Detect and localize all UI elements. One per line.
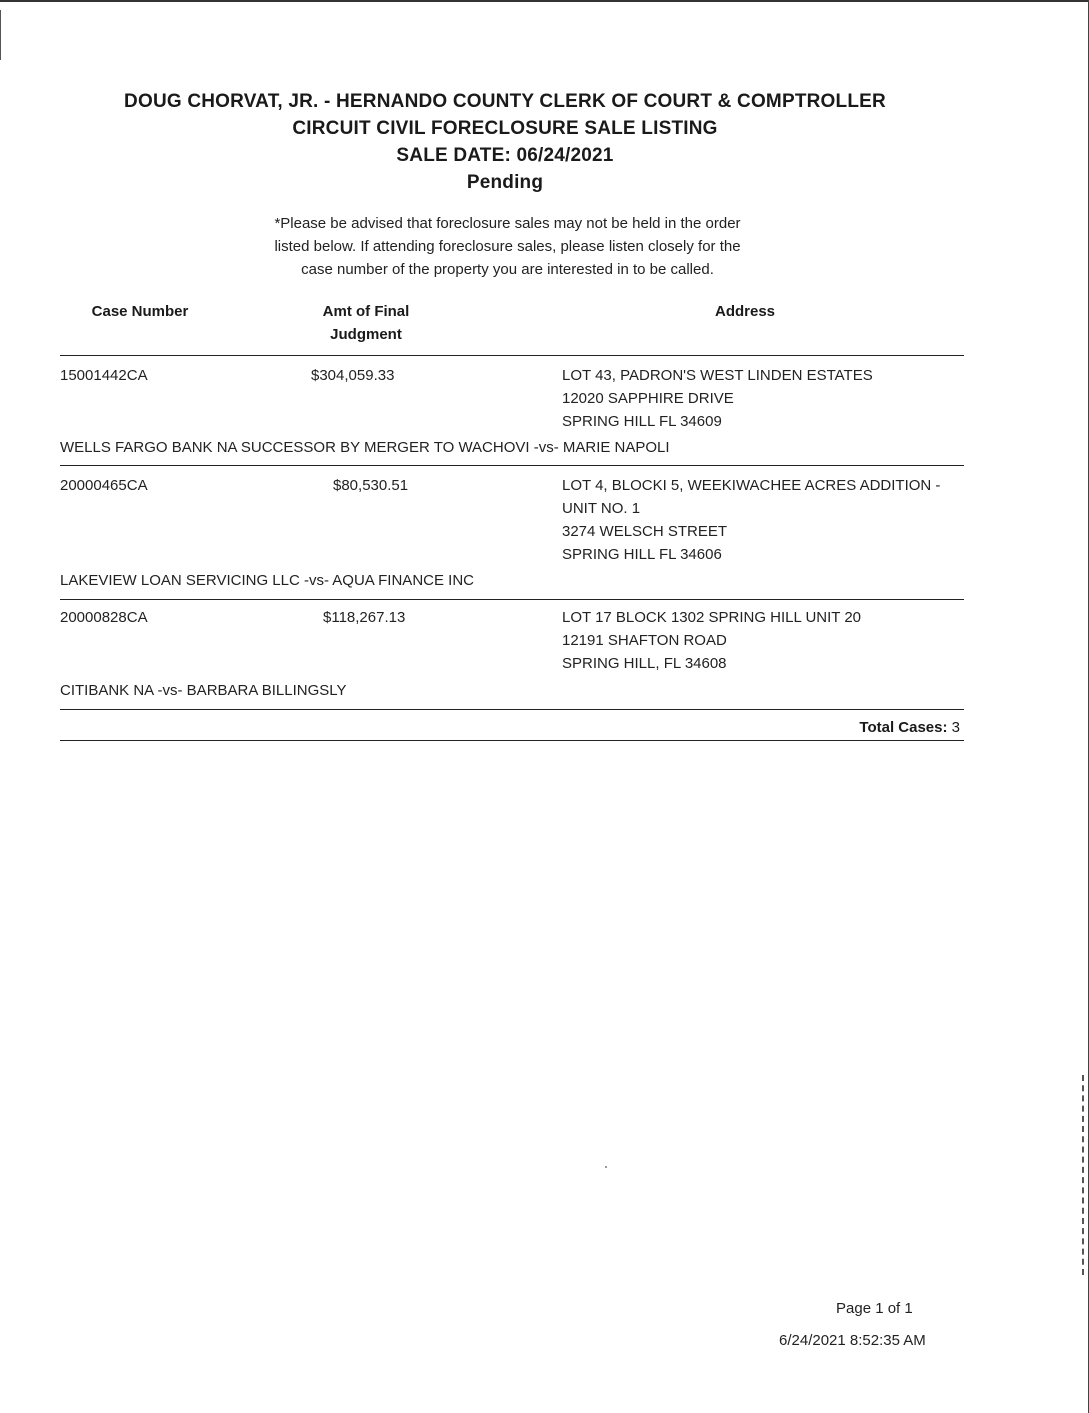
header-office-title: DOUG CHORVAT, JR. - HERNANDO COUNTY CLERK OF COURT & COMPTROLLER [124,91,886,112]
header-listing-title: CIRCUIT CIVIL FORECLOSURE SALE LISTING [292,118,718,139]
case-number: 20000465CA [60,477,148,494]
row-divider [60,709,964,710]
judgment-amount: $304,059.33 [311,367,395,384]
scan-edge-top [0,0,1089,2]
row-divider [60,599,964,600]
column-header-case-number: Case Number [91,303,189,320]
total-cases [859,716,960,739]
case-parties: CITIBANK NA -vs- BARBARA BILLINGSLY [60,682,347,699]
case-number: 15001442CA [60,367,148,384]
address-line: LOT 17 BLOCK 1302 SPRING HILL UNIT 20 [562,609,862,626]
case-number: 20000828CA [60,609,148,626]
address-line: SPRING HILL FL 34606 [562,546,722,563]
case-parties: LAKEVIEW LOAN SERVICING LLC -vs- AQUA FINANCE INC [60,572,474,589]
column-header-address: Address [714,303,776,320]
property-address [562,474,962,566]
total-divider [60,740,964,741]
total-cases-value: 3 [951,719,960,736]
column-header-amount-line1: Amt of Final [322,303,410,320]
address-line: 12020 SAPPHIRE DRIVE [562,390,734,407]
header-status: Pending [466,172,544,193]
case-parties: WELLS FARGO BANK NA SUCCESSOR BY MERGER TO WACHOVI -vs- MARIE NAPOLI [60,439,670,456]
document-header [0,88,1010,196]
address-line: 12191 SHAFTON ROAD [562,632,727,649]
judgment-amount: $118,267.13 [323,609,406,626]
print-timestamp: 6/24/2021 8:52:35 AM [779,1332,926,1349]
notice-line: case number of the property you are interested in to be called. [301,261,714,278]
header-divider [60,355,964,356]
property-address [562,606,962,675]
page-number: Page 1 of 1 [836,1300,913,1317]
total-cases-label: Total Cases: [859,719,948,736]
address-line: SPRING HILL FL 34609 [562,413,722,430]
address-line: 3274 WELSCH STREET [562,523,728,540]
address-line: LOT 4, BLOCKI 5, WEEKIWACHEE ACRES ADDITION - [562,477,941,494]
scan-edge-right-marks [1082,1075,1086,1275]
property-address [562,364,962,433]
row-divider [60,465,964,466]
address-line: LOT 43, PADRON'S WEST LINDEN ESTATES [562,367,873,384]
column-header-amount [286,300,446,346]
scan-speck [605,1166,607,1168]
notice-line: listed below. If attending foreclosure sales, please listen closely for the [274,238,741,255]
address-line: UNIT NO. 1 [562,500,641,517]
judgment-amount: $80,530.51 [333,477,409,494]
advisory-notice [0,212,1015,281]
scan-edge-left-mark [0,10,1,60]
notice-line: *Please be advised that foreclosure sales may not be held in the order [274,215,741,232]
column-header-amount-line2: Judgment [330,326,402,343]
address-line: SPRING HILL, FL 34608 [562,655,727,672]
header-sale-date: SALE DATE: 06/24/2021 [396,145,614,166]
